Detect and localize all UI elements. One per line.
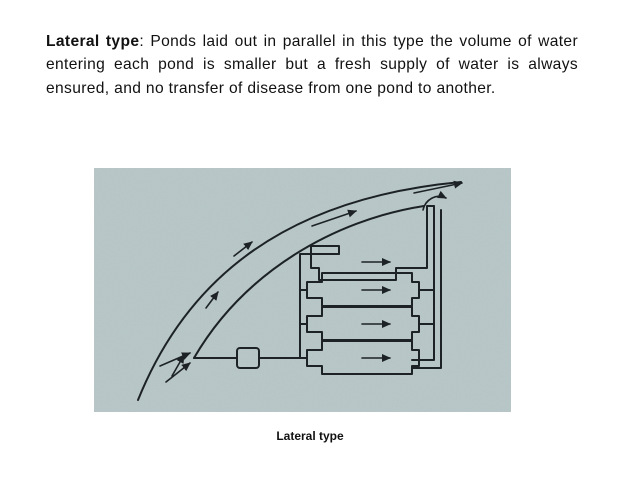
diagram-svg	[94, 168, 511, 412]
figure-caption: Lateral type	[276, 429, 344, 443]
description-paragraph	[46, 30, 578, 100]
lateral-pond-diagram	[94, 168, 511, 412]
term-separator: :	[139, 33, 151, 50]
term-label: Lateral type	[46, 33, 140, 50]
description-text: Ponds laid out in parallel in this type the volume of water entering each pond is smaller but a fresh supply of water is always ensured, and no transfer of disease from one pond to another.	[46, 33, 578, 97]
